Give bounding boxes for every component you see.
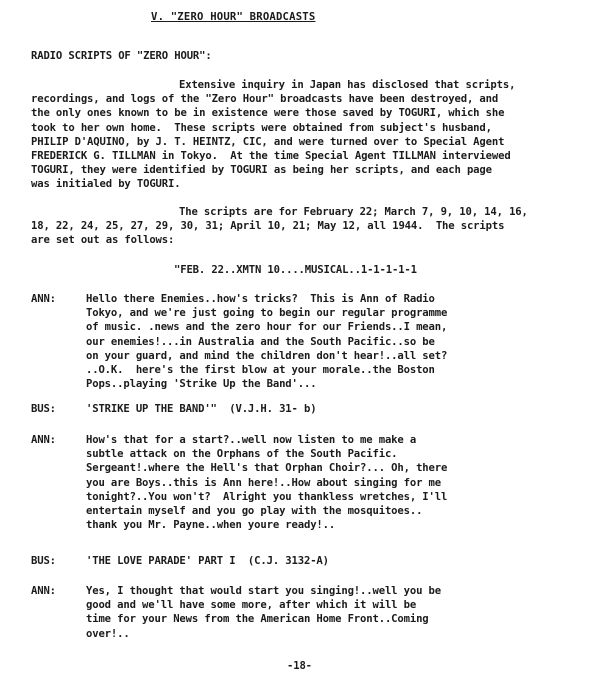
dialogue-line: ..O.K. here's the first blow at your morale..the Boston	[86, 364, 435, 377]
speaker-dialogue	[86, 433, 447, 532]
dialogue-line: time for your News from the American Home Front..Coming	[86, 613, 429, 626]
paragraph-inquiry	[31, 78, 515, 192]
dialogue-line: over!..	[86, 627, 130, 640]
dialogue-line: good and we'll have some more, after which it will be	[86, 599, 417, 612]
text-line: recordings, and logs of the "Zero Hour" broadcasts have been destroyed, and	[31, 93, 499, 106]
text-line: took to her own home. These scripts were obtained from subject's husband,	[31, 121, 492, 134]
subheading: RADIO SCRIPTS OF "ZERO HOUR":	[31, 50, 212, 62]
speaker-dialogue	[86, 292, 447, 391]
speaker-label: ANN:	[31, 434, 56, 446]
text-line: was initialed by TOGURI.	[31, 178, 181, 191]
speaker-dialogue	[86, 584, 441, 641]
music-cue	[86, 554, 329, 568]
dialogue-line: 'STRIKE UP THE BAND'" (V.J.H. 31- b)	[86, 403, 317, 415]
page-number: -18-	[287, 660, 312, 672]
dialogue-line: tonight?..You won't? Alright you thankless wretches, I'll	[86, 490, 448, 503]
dialogue-line: thank you Mr. Payne..when youre ready!..	[86, 519, 336, 532]
text-line: PHILIP D'AQUINO, by J. T. HEINTZ, CIC, and were turned over to Special Agent	[31, 135, 505, 148]
paragraph-scripts-dates	[31, 205, 528, 248]
dialogue-line: 'THE LOVE PARADE' PART I (C.J. 3132-A)	[86, 555, 329, 567]
text-line: Extensive inquiry in Japan has disclosed that scripts,	[179, 79, 516, 91]
dialogue-line: Sergeant!.where the Hell's that Orphan Choir?... Oh, there	[86, 462, 448, 475]
text-line: are set out as follows:	[31, 234, 175, 247]
script-header: "FEB. 22..XMTN 10....MUSICAL..1-1-1-1-1	[174, 264, 417, 276]
dialogue-line: Pops..playing 'Strike Up the Band'...	[86, 378, 317, 391]
section-title: V. "ZERO HOUR" BROADCASTS	[151, 11, 316, 23]
dialogue-line: How's that for a start?..well now listen to me make a	[86, 434, 417, 446]
text-line: the only ones known to be in existence were those saved by TOGURI, which she	[31, 107, 505, 120]
text-line: TOGURI, they were identified by TOGURI as being her scripts, and each page	[31, 164, 492, 177]
dialogue-line: subtle attack on the Orphans of the South Pacific.	[86, 448, 398, 461]
dialogue-line: our enemies!...in Australia and the South Pacific..so be	[86, 335, 435, 348]
dialogue-line: entertain myself and you go play with the mosquitoes..	[86, 505, 423, 518]
speaker-label: BUS:	[31, 555, 56, 567]
text-line: FREDERICK G. TILLMAN in Tokyo. At the time Special Agent TILLMAN interviewed	[31, 150, 511, 163]
text-line: 18, 22, 24, 25, 27, 29, 30, 31; April 10, 21; May 12, all 1944. The scripts	[31, 220, 505, 233]
dialogue-line: you are Boys..this is Ann here!..How about singing for me	[86, 476, 441, 489]
speaker-label: ANN:	[31, 293, 56, 305]
dialogue-line: Tokyo, and we're just going to begin our regular programme	[86, 307, 448, 320]
dialogue-line: of music. .news and the zero hour for our Friends..I mean,	[86, 321, 448, 334]
text-line: The scripts are for February 22; March 7, 9, 10, 14, 16,	[179, 206, 528, 218]
dialogue-line: on your guard, and mind the children don't hear!..all set?	[86, 349, 448, 362]
dialogue-line: Hello there Enemies..how's tricks? This is Ann of Radio	[86, 293, 435, 305]
speaker-label: BUS:	[31, 403, 56, 415]
music-cue	[86, 402, 316, 416]
speaker-label: ANN:	[31, 585, 56, 597]
dialogue-line: Yes, I thought that would start you singing!..well you be	[86, 585, 441, 597]
